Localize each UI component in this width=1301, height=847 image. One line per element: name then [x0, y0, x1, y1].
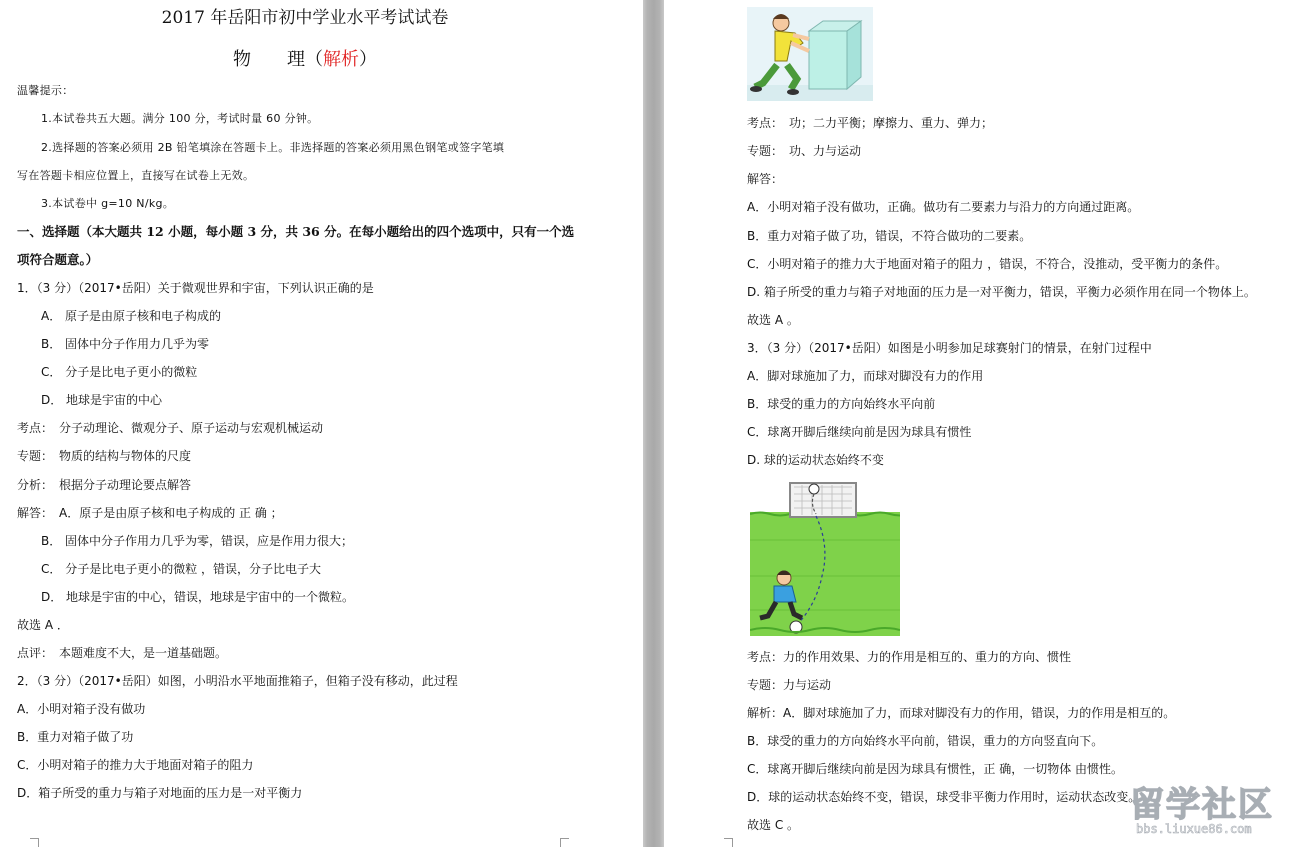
hint-2a: 2.选择题的答案必须用 2B 铅笔填涂在答题卡上。非选择题的答案必须用黑色钢笔或签字笔填 [41, 141, 505, 154]
page-corner-mark [30, 838, 39, 847]
subject-prefix: 物 理（ [233, 49, 323, 70]
q2-option-d: D．箱子所受的重力与箱子对地面的压力是一对平衡力 [17, 786, 303, 800]
document-page-right [664, 0, 1301, 847]
exam-title: 2017 年岳阳市初中学业水平考试试卷 [161, 8, 449, 28]
q3-zhuanti: 专题：力与运动 [747, 678, 832, 692]
q2-jieda-d: D. 箱子所受的重力与箱子对地面的压力是一对平衡力，错误，平衡力必须作用在同一个物体上。 [747, 285, 1256, 299]
hint-1: 1.本试卷共五大题。满分 100 分，考试时量 60 分钟。 [41, 112, 319, 125]
q1-jieda-b: B． 固体中分子作用力几乎为零，错误，应是作用力很大； [41, 534, 354, 548]
pushing-box-illustration [747, 7, 873, 101]
section-heading-1b: 项符合题意。） [17, 252, 99, 267]
q2-kaodian: 考点： 功；二力平衡；摩擦力、重力、弹力； [747, 116, 994, 130]
q1-kaodian: 考点： 分子动理论、微观分子、原子运动与宏观机械运动 [17, 421, 324, 435]
soccer-figure [750, 480, 900, 636]
q2-jieda-c: C．小明对箱子的推力大于地面对箱子的阻力 ，错误，不符合，没推动，受平衡力的条件。 [747, 257, 1228, 271]
q3-option-a: A．脚对球施加了力，而球对脚没有力的作用 [747, 369, 984, 383]
q3-jiexi: 解析：A．脚对球施加了力，而球对脚没有力的作用，错误，力的作用是相互的。 [747, 706, 1176, 720]
q2-jieda-a: A．小明对箱子没有做功，正确。做功有二要素力与沿力的方向通过距离。 [747, 200, 1140, 214]
page-gutter [643, 0, 664, 847]
q1-jieda: 解答： A．原子是由原子核和电子构成的 正 确 ； [17, 506, 283, 520]
soccer-illustration [750, 480, 900, 636]
page-corner-mark [724, 838, 733, 847]
q2-answer: 故选 A 。 [747, 313, 799, 327]
q1-fenxi: 分析： 根据分子动理论要点解答 [17, 478, 192, 492]
q2-zhuanti: 专题： 功、力与运动 [747, 144, 862, 158]
q2-option-c: C．小明对箱子的推力大于地面对箱子的阻力 [17, 758, 254, 772]
q3-option-d: D. 球的运动状态始终不变 [747, 453, 884, 467]
question-2: 2．（3 分）（2017•岳阳）如图，小明沿水平地面推箱子，但箱子没有移动，此过程 [17, 674, 458, 688]
pushing-box-figure [747, 7, 873, 101]
q1-jieda-d: D． 地球是宇宙的中心，错误，地球是宇宙中的一个微粒。 [41, 590, 355, 604]
question-1: 1．（3 分）（2017•岳阳）关于微观世界和宇宙，下列认识正确的是 [17, 281, 374, 295]
q2-option-b: B．重力对箱子做了功 [17, 730, 134, 744]
q1-zhuanti: 专题： 物质的结构与物体的尺度 [17, 449, 192, 463]
document-page-left [0, 0, 643, 847]
q1-jieda-c: C． 分子是比电子更小的微粒 ，错误，分子比电子大 [41, 562, 322, 576]
hint-2b: 写在答题卡相应位置上，直接写在试卷上无效。 [17, 169, 255, 182]
q1-option-c: C． 分子是比电子更小的微粒 [41, 365, 198, 379]
question-3: 3．（3 分）（2017•岳阳）如图是小明参加足球赛射门的情景，在射门过程中 [747, 341, 1152, 355]
section-heading-1a: 一、选择题（本大题共 12 小题，每小题 3 分，共 36 分。在每小题给出的四个选项中，只有一个选 [17, 224, 575, 239]
q1-answer: 故选 A ． [17, 618, 69, 632]
subject-red-label: 解析 [323, 49, 359, 70]
watermark-logo-text: 留学社区 [1130, 785, 1274, 825]
q3-jiexi-d: D．球的运动状态始终不变，错误，球受非平衡力作用时，运动状态改变。 [747, 790, 1141, 804]
q3-jiexi-c: C．球离开脚后继续向前是因为球具有惯性，正 确，一切物体 由惯性。 [747, 762, 1124, 776]
q2-option-a: A．小明对箱子没有做功 [17, 702, 146, 716]
q3-kaodian: 考点：力的作用效果、力的作用是相互的、重力的方向、惯性 [747, 650, 1072, 664]
q2-jieda-b: B．重力对箱子做了功，错误，不符合做功的二要素。 [747, 229, 1032, 243]
subject-suffix: ） [359, 49, 377, 70]
hint-3: 3.本试卷中 g=10 N/kg。 [41, 197, 175, 210]
q3-answer: 故选 C 。 [747, 818, 800, 832]
q3-option-c: C．球离开脚后继续向前是因为球具有惯性 [747, 425, 972, 439]
q1-option-a: A． 原子是由原子核和电子构成的 [41, 309, 222, 323]
q1-option-b: B． 固体中分子作用力几乎为零 [41, 337, 210, 351]
page-corner-mark [560, 838, 569, 847]
q1-dianping: 点评： 本题难度不大，是一道基础题。 [17, 646, 228, 660]
hint-title: 温馨提示： [17, 84, 74, 97]
q2-jieda: 解答： [747, 172, 784, 186]
watermark-url: bbs.liuxue86.com [1136, 822, 1252, 836]
q3-option-b: B．球受的重力的方向始终水平向前 [747, 397, 936, 411]
subject-title [0, 49, 610, 71]
q1-option-d: D． 地球是宇宙的中心 [41, 393, 163, 407]
q3-jiexi-b: B．球受的重力的方向始终水平向前，错误，重力的方向竖直向下。 [747, 734, 1104, 748]
